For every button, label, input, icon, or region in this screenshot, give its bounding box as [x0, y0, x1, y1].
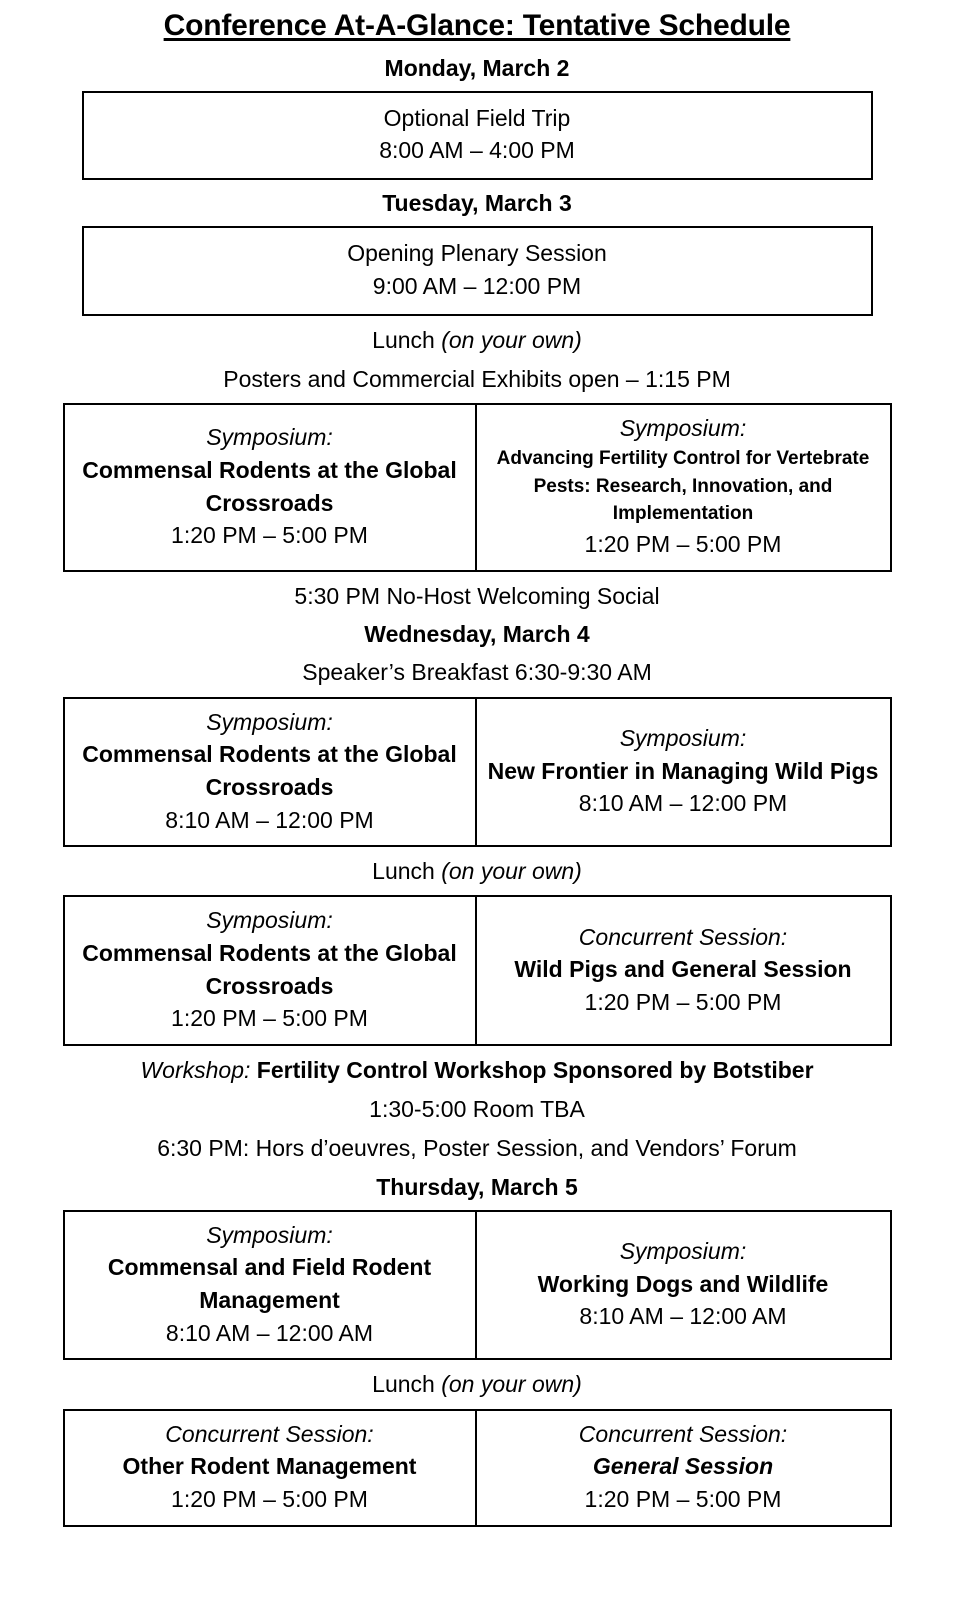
table-row: [64, 896, 891, 1045]
session-kind: Symposium:: [619, 1238, 747, 1265]
wednesday-morning-table: [63, 697, 892, 848]
session-kind: Symposium:: [619, 724, 747, 751]
wednesday-morning-right-cell: [476, 698, 891, 847]
session-time: 1:20 PM – 5:00 PM: [584, 989, 782, 1016]
session-kind: Symposium:: [619, 414, 747, 441]
session-kind: Concurrent Session:: [165, 1420, 374, 1447]
workshop-label: Workshop:: [140, 1057, 257, 1084]
session-kind: Symposium:: [206, 424, 333, 451]
table-row: [83, 227, 872, 314]
wednesday-afternoon-left-cell: [64, 896, 476, 1045]
session-time: 1:20 PM – 5:00 PM: [584, 531, 782, 558]
session-title: General Session: [592, 1453, 774, 1480]
thursday-morning-left-cell: [64, 1211, 476, 1360]
day-heading-monday: Monday, March 2: [384, 54, 570, 81]
lunch-note: (on your own): [441, 326, 582, 353]
page-title: Conference At-A-Glance: Tentative Schedule: [163, 9, 791, 42]
wednesday-morning-left-cell: [64, 698, 476, 847]
session-title: Advancing Fertility Control for Vertebrate Pests: Research, Innovation, and Implementation: [496, 447, 870, 525]
session-title: Optional Field Trip: [383, 104, 571, 131]
thursday-morning-right-cell: [476, 1211, 891, 1360]
thursday-morning-table: [63, 1210, 892, 1361]
lunch-note: (on your own): [441, 858, 582, 885]
session-time: 1:20 PM – 5:00 PM: [584, 1485, 782, 1512]
wednesday-workshop-time-line: 1:30-5:00 Room TBA: [369, 1096, 585, 1123]
table-row: [64, 404, 891, 571]
session-title: New Frontier in Managing Wild Pigs: [487, 757, 879, 784]
session-title: Commensal Rodents at the Global Crossroads: [82, 741, 457, 800]
session-title: Wild Pigs and General Session: [514, 956, 852, 983]
session-kind: Symposium:: [206, 1221, 333, 1248]
session-time: 8:10 AM – 12:00 PM: [578, 790, 788, 817]
session-kind: Concurrent Session:: [578, 1420, 788, 1447]
wednesday-lunch-line: [0, 852, 954, 891]
table-row: [64, 1410, 891, 1526]
lunch-note: (on your own): [441, 1371, 582, 1398]
thursday-afternoon-right-cell: [476, 1410, 891, 1526]
session-title: Opening Plenary Session: [347, 240, 607, 267]
wednesday-breakfast-line: Speaker’s Breakfast 6:30-9:30 AM: [302, 659, 652, 686]
tuesday-symposium-right-cell: [476, 404, 891, 571]
thursday-afternoon-left-cell: [64, 1410, 476, 1526]
day-heading-tuesday: Tuesday, March 3: [382, 190, 572, 217]
lunch-label: Lunch: [372, 1371, 442, 1398]
wednesday-afternoon-table: [63, 895, 892, 1046]
session-kind: Symposium:: [206, 708, 333, 735]
lunch-label: Lunch: [372, 858, 442, 885]
session-time: 1:20 PM – 5:00 PM: [171, 1485, 368, 1512]
thursday-afternoon-table: [63, 1409, 892, 1527]
tuesday-lunch-line: [0, 321, 954, 360]
session-time: 8:10 AM – 12:00 PM: [165, 806, 374, 833]
wednesday-afternoon-right-cell: [476, 896, 891, 1045]
tuesday-plenary-cell: [83, 227, 872, 314]
session-time: 8:00 AM – 4:00 PM: [379, 137, 575, 164]
table-row: [64, 1211, 891, 1360]
day-heading-thursday: Thursday, March 5: [376, 1173, 578, 1200]
session-time: 8:10 AM – 12:00 AM: [165, 1319, 374, 1346]
session-title: Other Rodent Management: [122, 1453, 417, 1480]
session-title: Commensal Rodents at the Global Crossroads: [82, 456, 457, 516]
session-time: 8:10 AM – 12:00 AM: [579, 1303, 787, 1330]
session-title: Commensal Rodents at the Global Crossroads: [82, 940, 457, 999]
tuesday-posters-line: Posters and Commercial Exhibits open – 1:15 PM: [223, 365, 731, 392]
workshop-title: Fertility Control Workshop Sponsored by Botstiber: [256, 1057, 814, 1084]
session-title: Commensal and Field Rodent Management: [107, 1254, 432, 1314]
session-time: 1:20 PM – 5:00 PM: [171, 522, 368, 549]
tuesday-symposium-left-cell: [64, 404, 476, 571]
session-title: Working Dogs and Wildlife: [537, 1270, 829, 1297]
tuesday-symposia-table: [63, 403, 892, 572]
session-time: 1:20 PM – 5:00 PM: [171, 1005, 368, 1032]
session-time: 9:00 AM – 12:00 PM: [372, 272, 582, 299]
lunch-label: Lunch: [372, 326, 442, 353]
day-heading-wednesday: Wednesday, March 4: [364, 621, 590, 648]
table-row: [64, 698, 891, 847]
wednesday-workshop-line: [0, 1051, 954, 1090]
table-row: [83, 92, 872, 179]
monday-session-table: [82, 91, 873, 180]
tuesday-social-line: 5:30 PM No-Host Welcoming Social: [294, 583, 660, 610]
monday-field-trip-cell: [83, 92, 872, 179]
session-kind: Symposium:: [206, 907, 333, 934]
session-kind: Concurrent Session:: [578, 923, 788, 950]
wednesday-evening-line: 6:30 PM: Hors d’oeuvres, Poster Session, and Vendors’ Forum: [157, 1135, 797, 1162]
thursday-lunch-line: [0, 1365, 954, 1404]
tuesday-plenary-table: [82, 226, 873, 315]
